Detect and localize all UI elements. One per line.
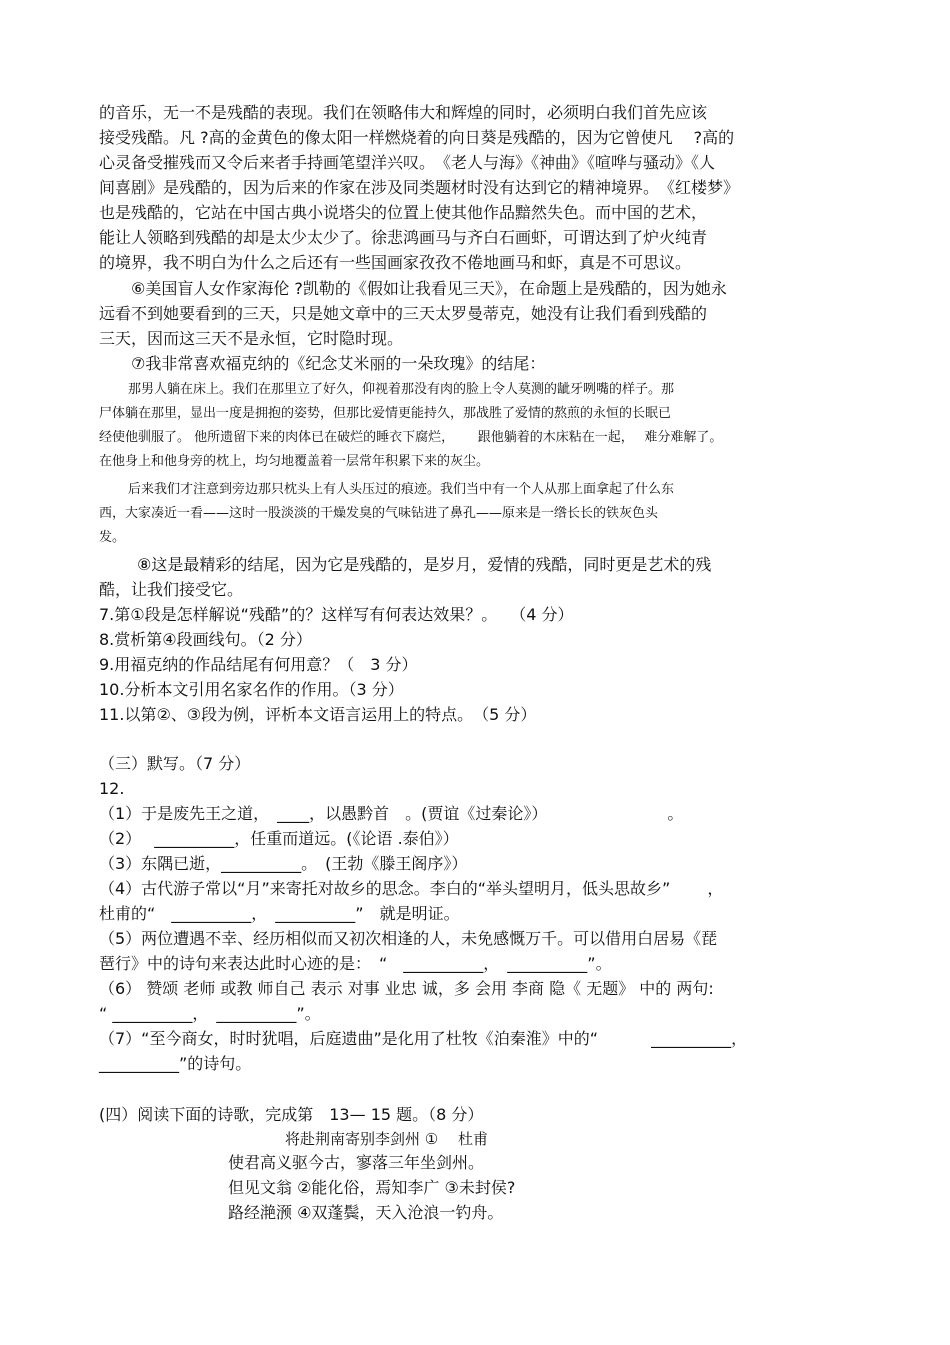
poem-line: 路经滟滪 ④双蓬鬓，天入沧浪一钓舟。: [228, 1203, 504, 1222]
quote-line: 经使他驯服了。 他所遗留下来的肉体已在破烂的睡衣下腐烂， 跟他躺着的木床粘在一起， 难分难解了。: [99, 430, 723, 445]
quote-line: 那男人躺在床上。我们在那里立了好久，仰视着那没有肉的脸上令人莫测的龇牙咧嘴的样子。那: [128, 382, 675, 397]
essay-line: ⑥美国盲人女作家海伦 ?凯勒的《假如让我看见三天》，在命题上是残酷的，因为她永: [131, 279, 727, 298]
essay-line: 酷，让我们接受它。: [99, 580, 244, 599]
fill-blank-item: “ __________， __________”。: [99, 1004, 321, 1023]
quote-line: 在他身上和他身旁的枕上，均匀地覆盖着一层常年积累下来的灰尘。: [99, 454, 490, 469]
question-8: 8.赏析第④段画线句。（2 分）: [99, 630, 312, 649]
poem-title: 将赴荆南寄别李剑州 ① 杜甫: [285, 1130, 488, 1148]
essay-line: ⑦我非常喜欢福克纳的《纪念艾米丽的一朵玫瑰》的结尾：: [131, 354, 546, 373]
essay-line: 三天，因而这三天不是永恒，它时隐时现。: [99, 329, 404, 348]
essay-line: 间喜剧》是残酷的，因为后来的作家在涉及同类题材时没有达到它的精神境界。 《红楼梦》: [99, 178, 740, 197]
question-10: 10.分析本文引用名家名作的作用。（3 分）: [99, 680, 404, 699]
question-9: 9.用福克纳的作品结尾有何用意？（ 3 分）: [99, 655, 418, 674]
essay-line: ⑧这是最精彩的结尾，因为它是残酷的，是岁月，爱情的残酷，同时更是艺术的残: [137, 555, 712, 574]
fill-blank-item: （1）于是废先王之道， ____，以愚黔首 。(贾谊《过秦论》） 。: [99, 804, 684, 823]
essay-line: 远看不到她要看到的三天，只是她文章中的三天太罗曼蒂克，她没有让我们看到残酷的: [99, 304, 708, 323]
fill-blank-item: 杜甫的“ __________， __________” 就是明证。: [99, 904, 460, 923]
question-12-number: 12.: [99, 779, 125, 798]
essay-line: 接受残酷。凡 ?高的金黄色的像太阳一样燃烧着的向日葵是残酷的，因为它曾使凡 ?高的: [99, 128, 735, 147]
fill-blank-item: （4）古代游子常以“月”来寄托对故乡的思念。李白的“举头望明月，低头思故乡” ，: [99, 879, 724, 898]
essay-line: 能让人领略到残酷的却是太少太少了。徐悲鸿画马与齐白石画虾，可谓达到了炉火纯青: [99, 228, 708, 247]
section-3-title: （三）默写。（7 分）: [99, 754, 251, 773]
poem-line: 使君高义驱今古，寥落三年坐剑州。: [228, 1153, 485, 1172]
fill-blank-item: 琶行》中的诗句来表达此时心迹的是： “ __________， __________”。: [99, 954, 612, 973]
fill-blank-item: （6） 赞颂 老师 或教 师自己 表示 对事 业忠 诚，多 会用 李商 隐《 无题》 中的 两句:: [99, 979, 714, 998]
quote-line: 西，大家凑近一看——这时一股淡淡的干燥发臭的气味钻进了鼻孔——原来是一绺长长的铁灰色头: [99, 506, 659, 521]
quote-line: 后来我们才注意到旁边那只枕头上有人头压过的痕迹。我们当中有一个人从那上面拿起了什么东: [128, 482, 675, 497]
section-4-title: (四）阅读下面的诗歌，完成第 13— 15 题。（8 分）: [99, 1105, 484, 1124]
fill-blank-item: （7）“至今商女，时时犹唱，后庭遗曲”是化用了杜牧《泊秦淮》中的“ __________，: [99, 1029, 748, 1048]
essay-line: 心灵备受摧残而又令后来者手持画笔望洋兴叹。 《老人与海》《神曲》《喧哗与骚动》《人: [99, 153, 716, 172]
fill-blank-item: （5）两位遭遇不幸、经历相似而又初次相逢的人，未免感慨万千。可以借用白居易《琵: [99, 929, 718, 948]
fill-blank-item: （3）东隅已逝，__________。 (王勃《滕王阁序》）: [99, 854, 468, 873]
essay-line: 的音乐，无一不是残酷的表现。我们在领略伟大和辉煌的同时，必须明白我们首先应该: [99, 103, 708, 122]
question-11: 11.以第②、③段为例，评析本文语言运用上的特点。 （5 分）: [99, 705, 537, 724]
fill-blank-item: （2） __________，任重而道远。(《论语 .泰伯》）: [99, 829, 459, 848]
fill-blank-item: __________”的诗句。: [99, 1054, 252, 1073]
quote-line: 尸体躺在那里，显出一度是拥抱的姿势，但那比爱情更能持久，那战胜了爱情的熬煎的永恒的长眠已: [99, 406, 672, 421]
quote-line: 发。: [99, 530, 126, 545]
question-7: 7.第①段是怎样解说“残酷”的？这样写有何表达效果？。 （4 分）: [99, 605, 574, 624]
essay-line: 的境界，我不明白为什么之后还有一些国画家孜孜不倦地画马和虾，真是不可思议。: [99, 253, 692, 272]
essay-line: 也是残酷的，它站在中国古典小说塔尖的位置上使其他作品黯然失色。而中国的艺术，: [99, 203, 708, 222]
poem-line: 但见文翁 ②能化俗，焉知李广 ③未封侯?: [228, 1178, 516, 1197]
